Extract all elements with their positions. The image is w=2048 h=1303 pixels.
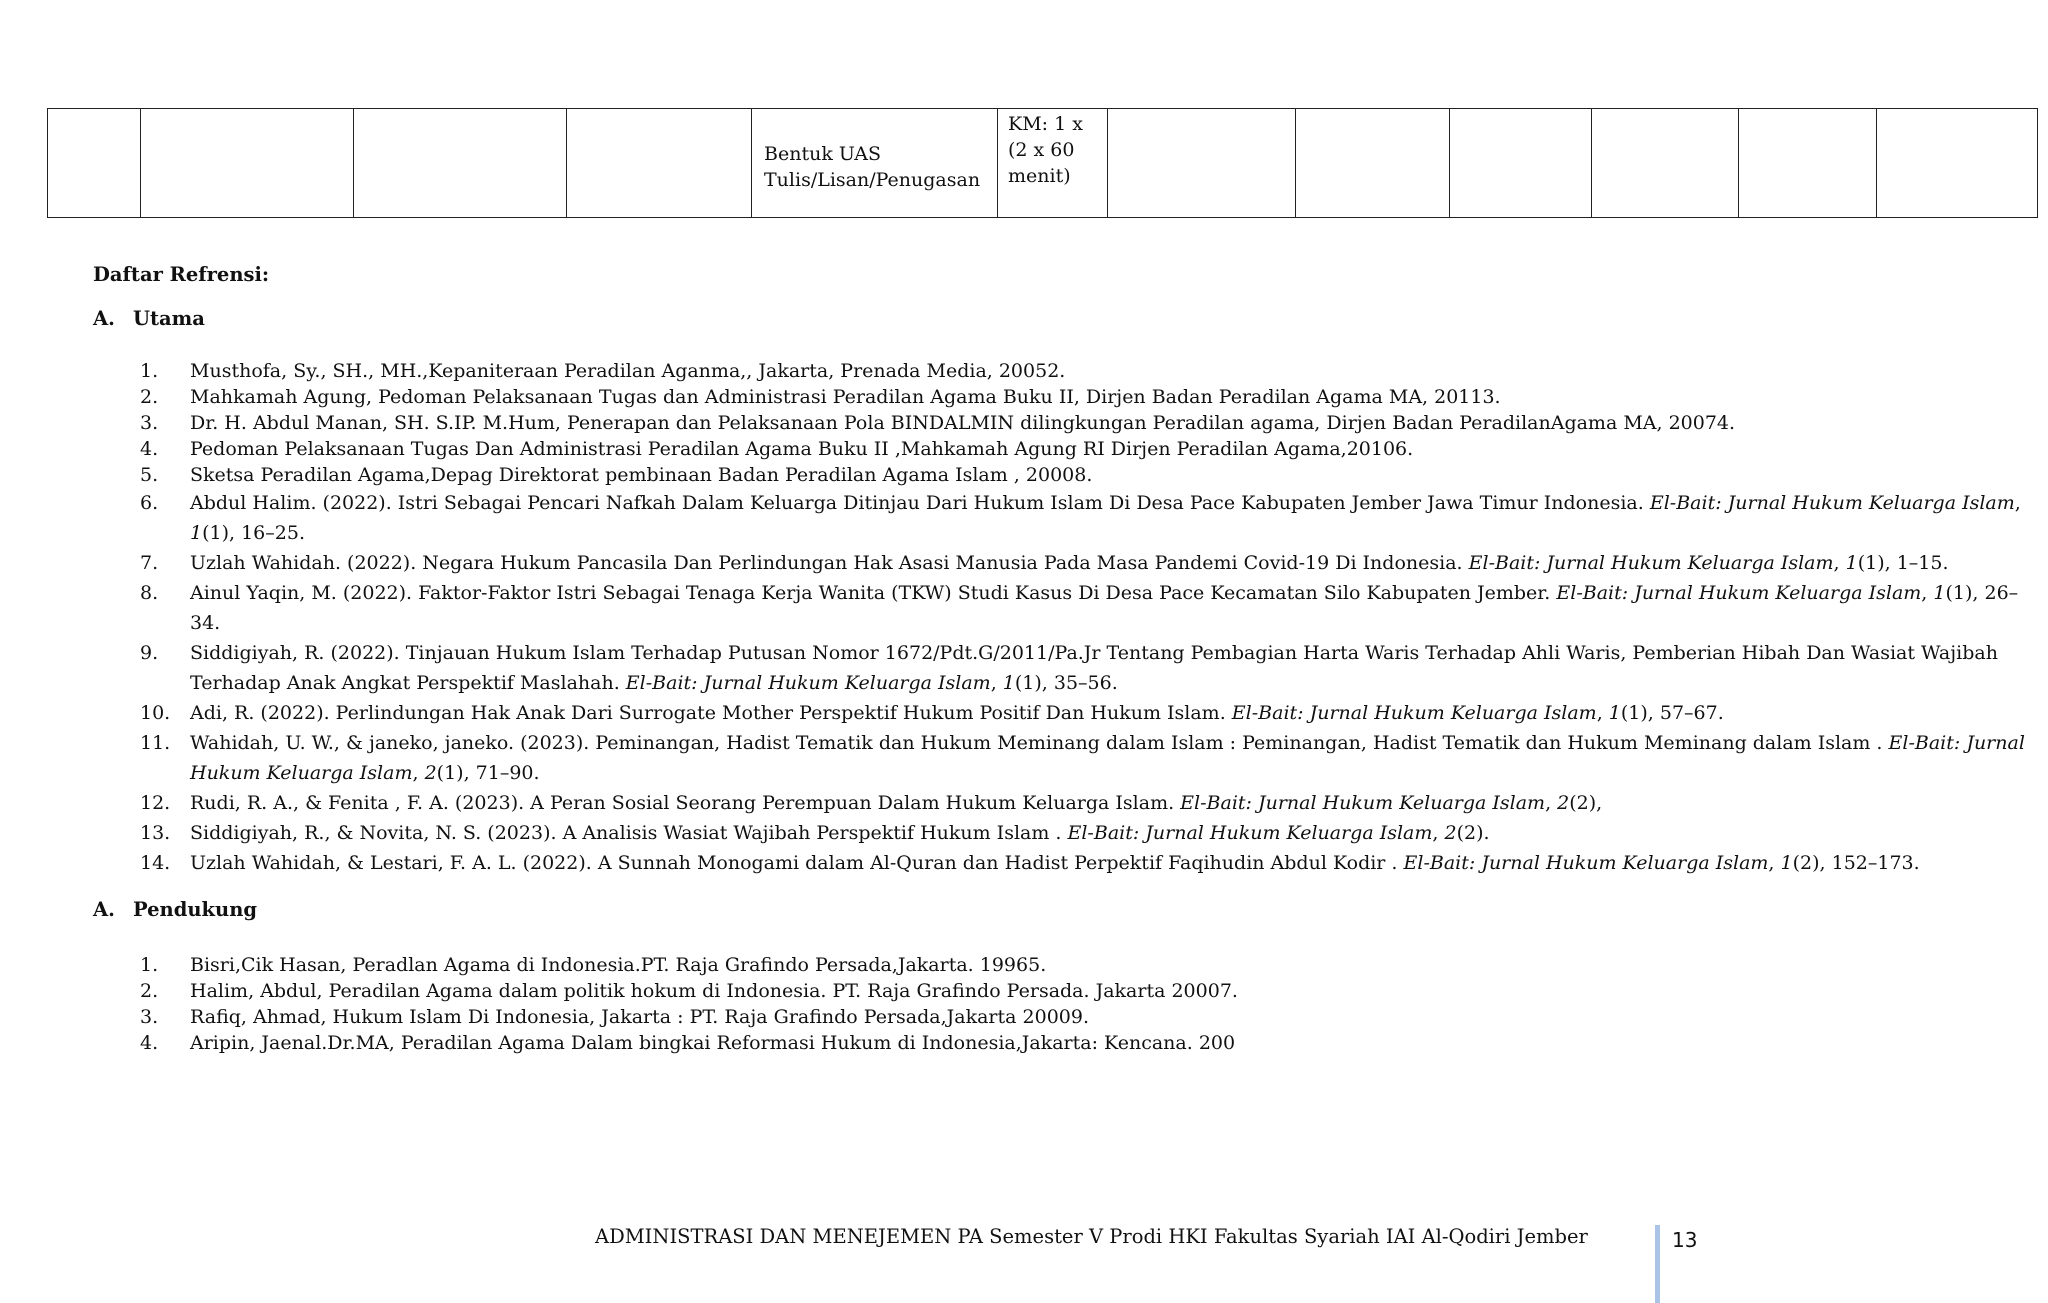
reference-body: Ainul Yaqin, M. (2022). Faktor-Faktor Istri Sebagai Tenaga Kerja Wanita (TKW) Studi Kasus Di Desa Pace Kecamatan Silo Kabupaten Jember. xyxy=(190,582,1557,604)
bentuk-cell xyxy=(752,109,998,218)
journal-volume: 2 xyxy=(424,762,437,784)
reference-body: Musthofa, Sy., SH., MH.,Kepaniteraan Peradilan Aganma,, Jakarta, Prenada Media, 20052. xyxy=(190,360,1066,382)
section-utama-title xyxy=(93,307,205,330)
reference-text xyxy=(190,386,1501,408)
page-number: 13 xyxy=(1672,1228,1698,1252)
reference-number: 10. xyxy=(140,702,171,724)
footer-text: ADMINISTRASI DAN MENEJEMEN PA Semester V Prodi HKI Fakultas Syariah IAI Al-Qodiri Jember xyxy=(595,1225,1588,1248)
journal-name: El-Bait: Jurnal Hukum Keluarga Islam xyxy=(625,672,991,694)
reference-text xyxy=(190,492,2021,544)
reference-item xyxy=(140,1004,2035,1030)
separator: , xyxy=(1545,792,1558,814)
km-line-3: menit) xyxy=(1008,165,1071,187)
separator: , xyxy=(1596,702,1609,724)
separator: , xyxy=(1921,582,1934,604)
reference-item xyxy=(140,410,2035,436)
reference-text: Halim, Abdul, Peradilan Agama dalam politik hokum di Indonesia. PT. Raja Grafindo Persada. Jakarta 20007. xyxy=(190,980,1238,1002)
reference-text xyxy=(190,702,1724,724)
journal-name: El-Bait: Jurnal Hukum Keluarga Islam xyxy=(1468,552,1834,574)
reference-body: Siddigiyah, R. (2022). Tinjauan Hukum Islam Terhadap Putusan Nomor 1672/Pdt.G/2011/Pa.Jr Tentang Pembagian Harta Waris Terhadap Ahli Waris, Pemberian Hibah Dan Wasiat Wajibah Terhadap Anak Angkat Perspektif Maslahah. xyxy=(190,642,1998,694)
reference-body: Abdul Halim. (2022). Istri Sebagai Pencari Nafkah Dalam Keluarga Ditinjau Dari Hukum Islam Di Desa Pace Kabupaten Jember Jawa Timur Indonesia. xyxy=(190,492,1650,514)
journal-issue-pages: (2), 152–173. xyxy=(1792,852,1920,874)
rps-table xyxy=(47,108,2038,218)
reference-text: Rafiq, Ahmad, Hukum Islam Di Indonesia, Jakarta : PT. Raja Grafindo Persada,Jakarta 20009. xyxy=(190,1006,1090,1028)
reference-text xyxy=(190,464,1092,486)
journal-name: El-Bait: Jurnal Hukum Keluarga Islam xyxy=(1067,822,1433,844)
separator: , xyxy=(2014,492,2021,514)
reference-number: 2. xyxy=(140,980,159,1002)
journal-volume: 1 xyxy=(1608,702,1621,724)
reference-item xyxy=(140,638,2035,698)
table-cell xyxy=(48,109,141,218)
reference-number: 4. xyxy=(140,438,159,460)
reference-item xyxy=(140,548,2035,578)
reference-item xyxy=(140,788,2035,818)
journal-name: El-Bait: Jurnal Hukum Keluarga Islam xyxy=(1556,582,1922,604)
pendukung-reference-list xyxy=(140,952,2035,1056)
journal-issue-pages: (2). xyxy=(1456,822,1490,844)
journal-volume: 1 xyxy=(190,522,203,544)
journal-volume: 2 xyxy=(1444,822,1457,844)
reference-number: 9. xyxy=(140,642,159,664)
reference-body: Uzlah Wahidah, & Lestari, F. A. L. (2022). A Sunnah Monogami dalam Al-Quran dan Hadist Perpektif Faqihudin Abdul Kodir . xyxy=(190,852,1404,874)
reference-number: 1. xyxy=(140,360,159,382)
km-line-1: KM: 1 x xyxy=(1008,113,1083,135)
reference-number: 5. xyxy=(140,464,159,486)
reference-number: 2. xyxy=(140,386,159,408)
reference-number: 11. xyxy=(140,732,171,754)
reference-item xyxy=(140,488,2035,548)
reference-text xyxy=(190,852,1920,874)
reference-item xyxy=(140,358,2035,384)
table-cell xyxy=(1450,109,1592,218)
reference-number: 8. xyxy=(140,582,159,604)
footer-divider xyxy=(1655,1225,1660,1303)
separator: , xyxy=(1833,552,1846,574)
reference-item xyxy=(140,818,2035,848)
reference-text xyxy=(190,360,1065,382)
reference-item xyxy=(140,462,2035,488)
reference-text xyxy=(190,412,1735,434)
table-cell xyxy=(1592,109,1739,218)
section-letter: A. xyxy=(93,898,115,921)
reference-item xyxy=(140,848,2035,878)
table-cell xyxy=(141,109,354,218)
reference-text xyxy=(190,822,1490,844)
reference-item xyxy=(140,698,2035,728)
reference-item xyxy=(140,384,2035,410)
reference-body: Sketsa Peradilan Agama,Depag Direktorat pembinaan Badan Peradilan Agama Islam , 20008. xyxy=(190,464,1093,486)
reference-text xyxy=(190,438,1413,460)
table-cell xyxy=(1877,109,2038,218)
reference-item xyxy=(140,578,2035,638)
table-cell xyxy=(567,109,752,218)
journal-issue-pages: (1), 71–90. xyxy=(436,762,540,784)
journal-volume: 1 xyxy=(1845,552,1858,574)
section-pendukung-title xyxy=(93,898,257,921)
reference-body: Adi, R. (2022). Perlindungan Hak Anak Dari Surrogate Mother Perspektif Hukum Positif Dan Hukum Islam. xyxy=(190,702,1232,724)
reference-number: 14. xyxy=(140,852,171,874)
km-line-2: (2 x 60 xyxy=(1008,139,1075,161)
separator: , xyxy=(1768,852,1781,874)
reference-body: Rudi, R. A., & Fenita , F. A. (2023). A Peran Sosial Seorang Perempuan Dalam Hukum Keluarga Islam. xyxy=(190,792,1181,814)
journal-name: El-Bait: Jurnal Hukum Keluarga Islam xyxy=(1649,492,2015,514)
journal-issue-pages: (1), 16–25. xyxy=(202,522,305,544)
reference-item xyxy=(140,952,2035,978)
reference-text xyxy=(190,582,2018,634)
journal-name: El-Bait: Jurnal Hukum Keluarga Islam xyxy=(1403,852,1769,874)
journal-issue-pages: (1), 35–56. xyxy=(1014,672,1118,694)
reference-text: Aripin, Jaenal.Dr.MA, Peradilan Agama Dalam bingkai Reformasi Hukum di Indonesia,Jakarta: Kencana. 200 xyxy=(190,1032,1236,1054)
reference-number: 3. xyxy=(140,1006,159,1028)
journal-name: El-Bait: Jurnal Hukum Keluarga Islam xyxy=(1180,792,1546,814)
reference-number: 1. xyxy=(140,954,159,976)
reference-text xyxy=(190,642,1998,694)
reference-number: 4. xyxy=(140,1032,159,1054)
reference-item xyxy=(140,1030,2035,1056)
journal-volume: 2 xyxy=(1557,792,1570,814)
journal-issue-pages: (2), xyxy=(1569,792,1603,814)
journal-volume: 1 xyxy=(1933,582,1946,604)
separator: , xyxy=(990,672,1003,694)
journal-name: El-Bait: Jurnal Hukum Keluarga Islam xyxy=(1231,702,1597,724)
journal-volume: 1 xyxy=(1002,672,1015,694)
journal-issue-pages: (1), 57–67. xyxy=(1620,702,1724,724)
reference-text: Bisri,Cik Hasan, Peradlan Agama di Indonesia.PT. Raja Grafindo Persada,Jakarta. 19965. xyxy=(190,954,1047,976)
reference-heading: Daftar Refrensi: xyxy=(93,263,270,286)
reference-number: 3. xyxy=(140,412,159,434)
reference-number: 6. xyxy=(140,492,159,514)
reference-body: Wahidah, U. W., & janeko, janeko. (2023). Peminangan, Hadist Tematik dan Hukum Meminang dalam Islam : Peminangan, Hadist Tematik dan Hukum Meminang dalam Islam . xyxy=(190,732,1889,754)
reference-text xyxy=(190,552,1949,574)
table-row xyxy=(48,109,2038,218)
reference-item xyxy=(140,978,2035,1004)
reference-number: 13. xyxy=(140,822,171,844)
table-cell xyxy=(1739,109,1877,218)
reference-text xyxy=(190,792,1602,814)
reference-body: Pedoman Pelaksanaan Tugas Dan Administrasi Peradilan Agama Buku II ,Mahkamah Agung RI Dirjen Peradilan Agama,20106. xyxy=(190,438,1414,460)
table-cell xyxy=(354,109,567,218)
journal-volume: 1 xyxy=(1780,852,1793,874)
reference-text xyxy=(190,732,2025,784)
section-letter: A. xyxy=(93,307,115,330)
reference-number: 12. xyxy=(140,792,171,814)
reference-body: Uzlah Wahidah. (2022). Negara Hukum Pancasila Dan Perlindungan Hak Asasi Manusia Pada Masa Pandemi Covid-19 Di Indonesia. xyxy=(190,552,1469,574)
table-cell xyxy=(1296,109,1450,218)
bentuk-line-1: Bentuk UAS xyxy=(764,143,882,165)
section-title: Utama xyxy=(133,307,205,330)
section-title: Pendukung xyxy=(133,898,258,921)
reference-body: Siddigiyah, R., & Novita, N. S. (2023). A Analisis Wasiat Wajibah Perspektif Hukum Islam . xyxy=(190,822,1068,844)
journal-name: El-Bait: Jurnal Hukum Keluarga Islam xyxy=(190,732,2025,784)
separator: , xyxy=(1432,822,1445,844)
utama-reference-list xyxy=(140,358,2035,878)
reference-item xyxy=(140,728,2035,788)
journal-issue-pages: (1), 26–34. xyxy=(190,582,2019,634)
separator: , xyxy=(412,762,425,784)
reference-body: Dr. H. Abdul Manan, SH. S.IP. M.Hum, Penerapan dan Pelaksanaan Pola BINDALMIN dilingkungan Peradilan agama, Dirjen Badan PeradilanAgama MA, 20074. xyxy=(190,412,1736,434)
journal-issue-pages: (1), 1–15. xyxy=(1857,552,1949,574)
bentuk-line-2: Tulis/Lisan/Penugasan xyxy=(764,169,981,191)
reference-number: 7. xyxy=(140,552,159,574)
reference-body: Mahkamah Agung, Pedoman Pelaksanaan Tugas dan Administrasi Peradilan Agama Buku II, Dirjen Badan Peradilan Agama MA, 20113. xyxy=(190,386,1501,408)
reference-item xyxy=(140,436,2035,462)
km-cell xyxy=(998,109,1108,218)
table-cell xyxy=(1108,109,1296,218)
